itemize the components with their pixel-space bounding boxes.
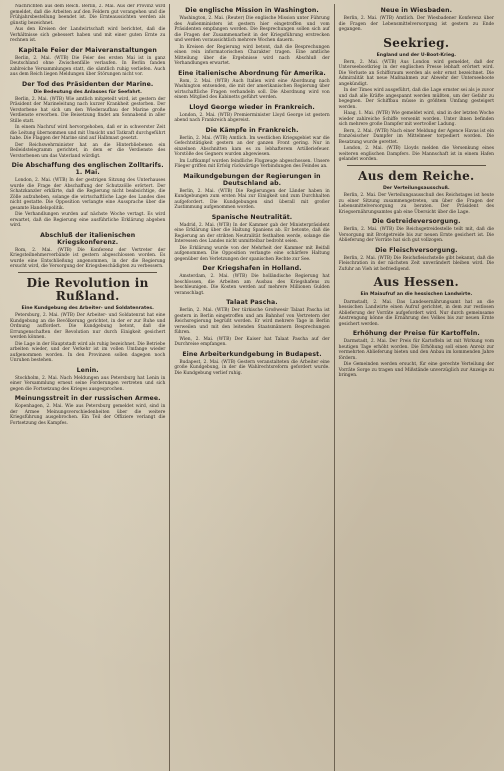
column-rule — [347, 165, 486, 166]
article-paragraph: Der Reichswehrminister hat an die Hinterbliebenen ein Beileidstelegramm gerichtet, in dem er die Verdienste des Verstorbenen um das Vaterland würdigt. — [10, 142, 166, 159]
column-rule — [18, 272, 157, 273]
article-paragraph: Stockholm, 2. Mai. Nach Meldungen aus Petersburg hat Lenin in einer Versammlung erneut seine Forderungen vertreten und sich gegen die Fortsetzung des Krieges ausgesprochen. — [10, 375, 166, 392]
article-paragraph: Bern, 2. Mai. (WTB) Aus London wird gemeldet, daß der Unterseebootkrieg in der englischen Presse lebhaft erörtert wird. Die Verluste an Schiffsraum werden als sehr ernst bezeichnet. Die Admiralität hat neue Maßnahmen zur Abwehr der Unterseeboote angekündigt. — [338, 59, 494, 87]
article-subheadline: England und der U-Boot-Krieg. — [376, 52, 456, 58]
article-paragraph: Madrid, 2. Mai. (WTB) In der Kammer gab der Ministerpräsident eine Erklärung über die Haltung Spaniens ab. Er betonte, daß die Regierung an der strikten Neutralität festhalten werde, solange die Interessen des Landes nicht unmittelbar bedroht seien. — [174, 222, 330, 244]
article-paragraph: Berlin, 2. Mai. (WTB) Die Regierungen der Länder haben in Kundgebungen zum ersten Mai zur Einigkeit und zum Durchhalten aufgefordert. Die Kundgebungen sind überall mit großer Zustimmung aufgenommen worden. — [174, 188, 330, 210]
article-paragraph: Amsterdam, 2. Mai. (WTB) Die holländische Regierung hat beschlossen, die Arbeiten am Ausbau des Kriegshafens zu beschleunigen. Die Kosten werden auf mehrere Millionen Gulden veranschlagt. — [174, 274, 330, 296]
article-paragraph: Die Verhandlungen wurden auf nächste Woche vertagt. Es wird erwartet, daß die Regierung eine ausführliche Erklärung abgeben wird. — [10, 212, 166, 229]
article-headline: Maikundgebungen der Regierungen in Deutschland ab. — [183, 172, 321, 187]
article-paragraph: Budapest, 2. Mai. (WTB) Gestern veranstalteten die Arbeiter eine große Kundgebung, in der die Wahlrechtsreform gefordert wurde. Die Kundgebung verlief ruhig. — [174, 359, 330, 376]
article-paragraph: In der Times wird ausgeführt, daß die Lage ernster sei als je zuvor und daß alle Kräfte angespannt werden müßten, um der Gefahr zu begegnen. Der Schiffbau müsse in größtem Umfang gesteigert werden. — [338, 88, 494, 110]
article-paragraph: Washington, 2. Mai. (Reuter) Die englische Mission unter Führung des Außenministers ist gestern hier eingetroffen und vom Präsidenten empfangen worden. Die Besprechungen sollen sich auf die Fragen der Zusammenarbeit in der Kriegsführung erstrecken und werden voraussichtlich mehrere Wochen dauern. — [174, 16, 330, 43]
article-paragraph: Berlin, 2. Mai. (WTB) Amtlich. Der Wiesbadener Konferenz über die Fragen der Lebensmittelversorgung ist gestern zu Ende gegangen. — [338, 16, 494, 32]
article-paragraph: In Kreisen der Regierung wird betont, daß die Besprechungen einen rein informatorischen Charakter tragen. Eine amtliche Mitteilung über die Ergebnisse wird nach Abschluß der Verhandlungen erwartet. — [174, 44, 330, 66]
column-1 — [6, 4, 169, 771]
article-headline: Spanische Neutralität. — [211, 213, 293, 221]
article-paragraph: Berlin, 2. Mai. (WTB) Die Reichsfleischstelle gibt bekannt, daß die Fleischration in der nächsten Zeit unverändert bleiben wird. Die Zufuhr an Vieh ist befriedigend. — [338, 255, 494, 272]
article-headline: Die englische Mission in Washington. — [185, 7, 319, 14]
article-paragraph: Die Gemeinden werden ersucht, für eine gerechte Verteilung der Vorräte Sorge zu tragen und Mißstände unverzüglich zur Anzeige zu bringen. — [338, 362, 494, 379]
article-paragraph: London, 2. Mai. (WTB) Lloyds melden die Versenkung eines weiteren englischen Dampfers. Die Mannschaft ist in einem Hafen gelandet worden. — [338, 146, 494, 163]
article-paragraph: Haag, 1. Mai. (WTB) Wie gemeldet wird, sind in der letzten Woche wieder zahlreiche Schiffe versenkt worden. Unter ihnen befinden sich mehrere große Dampfer mit wertvoller Ladung. — [338, 111, 494, 128]
article-paragraph: Rom, 2. Mai. (WTB) Die Konferenz der Vertreter der Kriegsteilnehmerverbände ist gestern abgeschlossen worden. Es wurde eine Entschließung angenommen, in der die Regierung ersucht wird, die Versorgung der Kriegsbeschädigten zu verbessern. — [10, 247, 166, 270]
article-paragraph: Wien, 2. Mai. (WTB) Der Kaiser hat Talaat Pascha auf der Durchreise empfangen. — [174, 336, 330, 347]
article-paragraph: Berlin, 2. Mai. (WTB) Der türkische Großwesir Talaat Pascha ist gestern in Berlin eingetroffen und am Bahnhof von Vertretern der Reichsregierung begrüßt worden. Er wird mehrere Tage in Berlin verweilen und mit den leitenden Staatsmännern Besprechungen führen. — [174, 308, 330, 335]
article-paragraph: Petersburg, 2. Mai. (WTB) Der Arbeiter- und Soldatenrat hat eine Kundgebung an die Bevölkerung gerichtet, in der er zur Ruhe und Ordnung auffordert. Die Kundgebung betont, daß die Errungenschaften der Revolution nur durch Einigkeit gesichert werden können. — [10, 313, 166, 341]
article-subheadline: Ein Maiaufruf an die hessischen Landwirte. — [360, 292, 473, 298]
article-paragraph: Berlin, 2. Mai. Der Verteilungsausschuß des Reichstages ist heute zu einer Sitzung zusammengetreten, um über die Fragen der Lebensmittelversorgung zu beraten. Der Präsident des Kriegsernährungsamtes gab eine Übersicht über die Lage. — [338, 193, 494, 215]
article-subheadline: Der Verteilungsausschuß. — [382, 185, 450, 191]
article-headline: Die Fleischversorgung. — [375, 246, 458, 254]
article-paragraph: Darmstadt, 2. Mai. Der Preis für Kartoffeln ist mit Wirkung vom heutigen Tage erhöht worden. Die Erhöhung soll einen Anreiz zur vermehrten Ablieferung bieten und den Anbau im kommenden Jahre fördern. — [338, 339, 494, 361]
article-paragraph: Die Lage in der Hauptstadt wird als ruhig bezeichnet. Die Betriebe arbeiten wieder, und der Verkehr ist im vollen Umfange wieder aufgenommen worden. In den Provinzen sollen dagegen noch Unruhen bestehen. — [10, 341, 166, 364]
section-heading: Seekrieg. — [383, 35, 450, 50]
article-headline: Neue in Wiesbaden. — [380, 7, 453, 14]
article-headline: Kapitale Feier der Maiveranstaltungen — [18, 46, 157, 54]
article-headline: Eine italienische Abordnung für Amerika. — [178, 69, 326, 77]
article-headline: Die Getreideversorgung. — [372, 218, 461, 226]
article-headline: Abschluß der italienischen Kriegskonferenz. — [40, 231, 136, 246]
section-heading: Aus dem Reiche. — [358, 168, 475, 183]
article-headline: Eine Arbeiterkundgebung in Budapest. — [182, 350, 322, 358]
article-headline: Talaat Pascha. — [226, 299, 278, 306]
article-paragraph: Nachrichten aus dem Reich. Berlin, 2. Mai. Aus der Provinz wird gemeldet, daß die Arbeiten auf den Feldern gut vorangehen und die Frühjahrsbestellung beendet ist. Die Ernteaussichten werden als günstig bezeichnet. — [10, 4, 166, 26]
article-subheadline: Die Bedeutung des Anlasses für Seefahrt. — [33, 89, 142, 95]
article-paragraph: Berlin, 2. Mai. (WTB) Die Feier des ersten Mai ist in ganz Deutschland ohne Zwischenfälle verlaufen. In Berlin fanden zahlreiche Versammlungen statt, die sämtlich ruhig verliefen. Auch aus dem Reich liegen Meldungen über Störungen nicht vor. — [10, 55, 166, 77]
article-headline: Lenin. — [76, 366, 99, 374]
article-paragraph: London, 2. Mai. (WTB) In der gestrigen Sitzung des Unterhauses wurde die Frage der Abschaffung der Schutzzölle erörtert. Der Schatzkanzler erklärte, daß die Regierung nicht beabsichtige, die Zölle aufzuheben, solange die wirtschaftliche Lage des Landes dies nicht gestatte. Die Opposition verlangte eine Aussprache über die gesamte Handelspolitik. — [10, 178, 166, 211]
article-paragraph: London, 2. Mai. (WTB) Premierminister Lloyd George ist gestern abend nach Frankreich abgereist. — [174, 112, 330, 123]
article-paragraph: Aus den Kreisen der Landwirtschaft wird berichtet, daß die Verhältnisse sich gebessert haben und mit einer guten Ernte zu rechnen ist. — [10, 27, 166, 43]
section-heading: Die Revolution in Rußland. — [26, 275, 149, 303]
article-paragraph: Bern, 2. Mai. (WTB) Nach einer Meldung der Agence Havas ist ein französischer Dampfer im Mittelmeer torpediert worden. Die Besatzung wurde gerettet. — [338, 128, 494, 145]
article-headline: Die Kämpfe in Frankreich. — [205, 126, 299, 134]
column-2 — [169, 4, 333, 771]
column-3 — [334, 4, 498, 771]
article-paragraph: Rom, 2. Mai. (WTB) Auch Italien wird eine Abordnung nach Washington entsenden, die mit der amerikanischen Regierung über wirtschaftliche Fragen verhandeln soll. Die Abordnung wird von einem Mitglied des Kabinetts geführt werden. — [174, 78, 330, 100]
article-headline: Der Tod des Präsidenten der Marine. — [21, 80, 154, 88]
article-headline: Lloyd George wieder in Frankreich. — [189, 103, 315, 111]
article-paragraph: Die Erklärung wurde von der Mehrheit der Kammer mit Beifall aufgenommen. Die Opposition verlangte eine schärfere Haltung gegenüber den Verletzungen der spanischen Rechte zur See. — [174, 245, 330, 262]
article-headline: Meinungsstreit in der russischen Armee. — [14, 395, 161, 403]
article-paragraph: Kopenhagen, 2. Mai. Wie aus Petersburg gemeldet wird, sind in der Armee Meinungsverschiedenheiten über die weitere Kriegsführung ausgebrochen. Ein Teil der Offiziere verlangt die Fortsetzung des Kampfes. — [10, 404, 166, 426]
section-heading: Aus Hessen. — [373, 275, 459, 290]
article-paragraph: Berlin, 2. Mai. (WTB) Die Reichsgetreidestelle teilt mit, daß die Versorgung mit Brotgetreide bis zur neuen Ernte gesichert ist. Die Ablieferung der Vorräte hat sich gut vollzogen. — [338, 227, 494, 244]
article-paragraph: Berlin, 2. Mai. (WTB) Wie amtlich mitgeteilt wird, ist gestern der Präsident der Marineleitung nach kurzer Krankheit gestorben. Der Verstorbene hat sich um den Wiederaufbau der Marine große Verdienste erworben. Die Beisetzung findet am Sonnabend in aller Stille statt. — [10, 96, 166, 124]
article-paragraph: Darmstadt, 2. Mai. Das Landesernährungsamt hat an die hessischen Landwirte einen Aufruf gerichtet, in dem zur restlosen Ablieferung der Vorräte aufgefordert wird. Nur durch gemeinsame Anstrengung könne die Ernährung des Volkes bis zur neuen Ernte gesichert werden. — [338, 299, 494, 327]
columns — [6, 4, 498, 771]
article-headline: Die Abschaffung des englischen Zolltarifs. 1. Mai. — [11, 162, 164, 177]
article-headline: Der Kriegshafen in Holland. — [202, 265, 302, 272]
article-paragraph: Im Luftkampf wurden feindliche Flugzeuge abgeschossen. Unsere Flieger griffen mit Erfolg rückwärtige Verbindungen des Feindes an. — [174, 158, 330, 169]
article-subheadline: Eine Kundgebung des Arbeiter- und Soldatenrates. — [21, 305, 154, 311]
article-paragraph: In einem Nachruf wird hervorgehoben, daß er in schwerster Zeit die Leitung übernommen und mit Umsicht und Tatkraft durchgeführt habe. Die Flaggen der Marine sind auf Halbmast gesetzt. — [10, 125, 166, 142]
article-headline: Erhöhung der Preise für Kartoffeln. — [352, 330, 480, 338]
article-paragraph: Berlin, 2. Mai. (WTB) Amtlich. Im westlichen Kriegsgebiet war die Gefechtstätigkeit gestern an der ganzen Front gering. Nur in einzelnen Abschnitten kam es zu lebhafterem Artilleriefeuer. Vorstöße des Gegners wurden abgewiesen. — [174, 135, 330, 157]
